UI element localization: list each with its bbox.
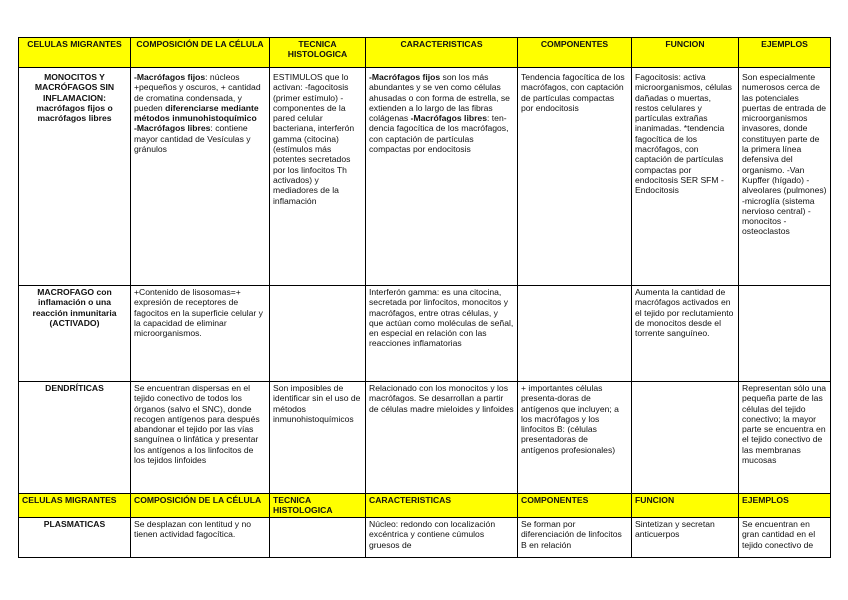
header-cell: CARACTERISTICAS xyxy=(366,38,518,68)
ejemplos-cell: Se encuentran en gran cantidad en el tejido conectivo de xyxy=(739,518,831,558)
text: : ten-dencia fagocítica de los macrófagos, con captación de partículas compactas por endocitosis xyxy=(369,113,509,155)
ejemplos-cell: Representan sólo una pequeña parte de las células del tejido conectivo; la mayor parte se encuentra en el tejido conectivo de las membranas mucosas xyxy=(739,382,831,494)
text-bold: -Macrófagos libres xyxy=(410,113,487,124)
header-cell: TECNICA HISTOLOGICA xyxy=(270,38,366,68)
header-cell: COMPOSICIÓN DE LA CÉLULA xyxy=(131,494,270,518)
componentes-cell xyxy=(518,286,632,382)
funcion-cell: Sintetizan y secretan anticuerpos xyxy=(632,518,739,558)
text-bold: diferenciarse mediante métodos inmunohistoquímico xyxy=(134,102,259,124)
caracteristicas-cell: Relacionado con los monocitos y los macrófagos. Se desarrollan a partir de células madre mieloides y linfoides xyxy=(366,382,518,494)
ejemplos-cell: Son especialmente numerosos cerca de las potenciales puertas de entrada de microorganismos invasores, donde constituyen parte de la primera línea defensiva del organismo. -Van Kupffer (hígado) -alveolares (pulmones) -microglía (sistema nervioso central) -monocitos -osteoclastos xyxy=(739,68,831,286)
tecnica-cell xyxy=(270,518,366,558)
header-cell: TECNICA HISTOLOGICA xyxy=(270,494,366,518)
tecnica-cell: ESTIMULOS que lo activan: -fagocitosis (primer estímulo) -componentes de la pared celular bacteriana, interferón gamma (citocina)(estímulos más potentes secretados por los linfocitos Th activados) y mediadores de la inflamación xyxy=(270,68,366,286)
funcion-cell xyxy=(632,382,739,494)
tecnica-cell xyxy=(270,286,366,382)
composicion-cell: Se encuentran dispersas en el tejido conectivo de todos los órganos (salvo el SNC), donde recogen antígenos para después abandonar el tejido por las vías sanguínea o linfática y presentar los antígenos a los linfocitos de los tejidos linfoides xyxy=(131,382,270,494)
tecnica-cell: Son imposibles de identificar sin el uso de métodos inmunohistoquímicos xyxy=(270,382,366,494)
componentes-cell: Tendencia fagocítica de los macrófagos, con captación de partículas compactas por endocitosis xyxy=(518,68,632,286)
composicion-cell: Se desplazan con lentitud y no tienen actividad fagocítica. xyxy=(131,518,270,558)
header-cell: COMPONENTES xyxy=(518,38,632,68)
row-name: DENDRÍTICAS xyxy=(19,382,131,494)
table-row xyxy=(19,382,831,494)
header-cell: EJEMPLOS xyxy=(739,494,831,518)
componentes-cell: Se forman por diferenciación de linfocitos B en relación xyxy=(518,518,632,558)
text-bold: -Macrófagos fijos xyxy=(369,72,441,82)
header-cell: CARACTERISTICAS xyxy=(366,494,518,518)
header-cell: CELULAS MIGRANTES xyxy=(19,494,131,518)
header-row-repeat xyxy=(19,494,831,518)
text-bold: -Macrófagos libres xyxy=(134,123,211,134)
header-cell: CELULAS MIGRANTES xyxy=(19,38,131,68)
header-cell: FUNCION xyxy=(632,494,739,518)
caracteristicas-cell: Núcleo: redondo con localización excéntrica y contiene cúmulos gruesos de xyxy=(366,518,518,558)
header-row xyxy=(19,38,831,68)
funcion-cell: Aumenta la cantidad de macrófagos activados en el tejido por reclutamiento de monocitos desde el torrente sanguíneo. xyxy=(632,286,739,382)
caracteristicas-cell: Interferón gamma: es una citocina, secretada por linfocitos, monocitos y macrófagos, entre otras células, y que actúan como moléculas de señal, en especial en relación con las reacciones inflamatorias xyxy=(366,286,518,382)
header-cell: COMPONENTES xyxy=(518,494,632,518)
ejemplos-cell xyxy=(739,286,831,382)
componentes-cell: + importantes células presenta-doras de antígenos que incluyen; a los macrófagos y los linfocitos B: (células presentadoras de antígenos profesionales) xyxy=(518,382,632,494)
cell-types-table xyxy=(18,37,831,558)
funcion-cell: Fagocitosis: activa microorganismos, células dañadas o muertas, restos celulares y partículas extrañas inanimadas. *tendencia fagocítica de los macrófagos, con captación de partículas compactas por endocitosis SER SFM -Endocitosis xyxy=(632,68,739,286)
header-cell: COMPOSICIÓN DE LA CÉLULA xyxy=(131,38,270,68)
row-name: PLASMATICAS xyxy=(19,518,131,558)
table-row xyxy=(19,286,831,382)
text-bold: -Macrófagos fijos xyxy=(134,72,206,82)
header-cell: EJEMPLOS xyxy=(739,38,831,68)
row-name: MONOCITOS Y MACRÓFAGOS SIN INFLAMACION: macrófagos fijos o macrófagos libres xyxy=(19,68,131,286)
row-name: MACROFAGO con inflamación o una reacción inmunitaria (ACTIVADO) xyxy=(19,286,131,382)
header-cell: FUNCION xyxy=(632,38,739,68)
table-row xyxy=(19,68,831,286)
text: : núcleos +pequeños y oscuros, + cantidad de cromatina condensada, y pueden xyxy=(134,72,261,113)
text: : contiene mayor cantidad de Vesículas y gránulos xyxy=(134,123,251,155)
composicion-cell: +Contenido de lisosomas=+ expresión de receptores de fagocitos en la superficie celular y la capacidad de eliminar microorganismos. xyxy=(131,286,270,382)
caracteristicas-cell xyxy=(366,68,518,286)
table-row xyxy=(19,518,831,558)
text: son los más abundantes y se ven como células ahusadas o con forma de estrella, se extienden a lo largo de las fibras colágenas xyxy=(369,72,510,124)
composicion-cell xyxy=(131,68,270,286)
